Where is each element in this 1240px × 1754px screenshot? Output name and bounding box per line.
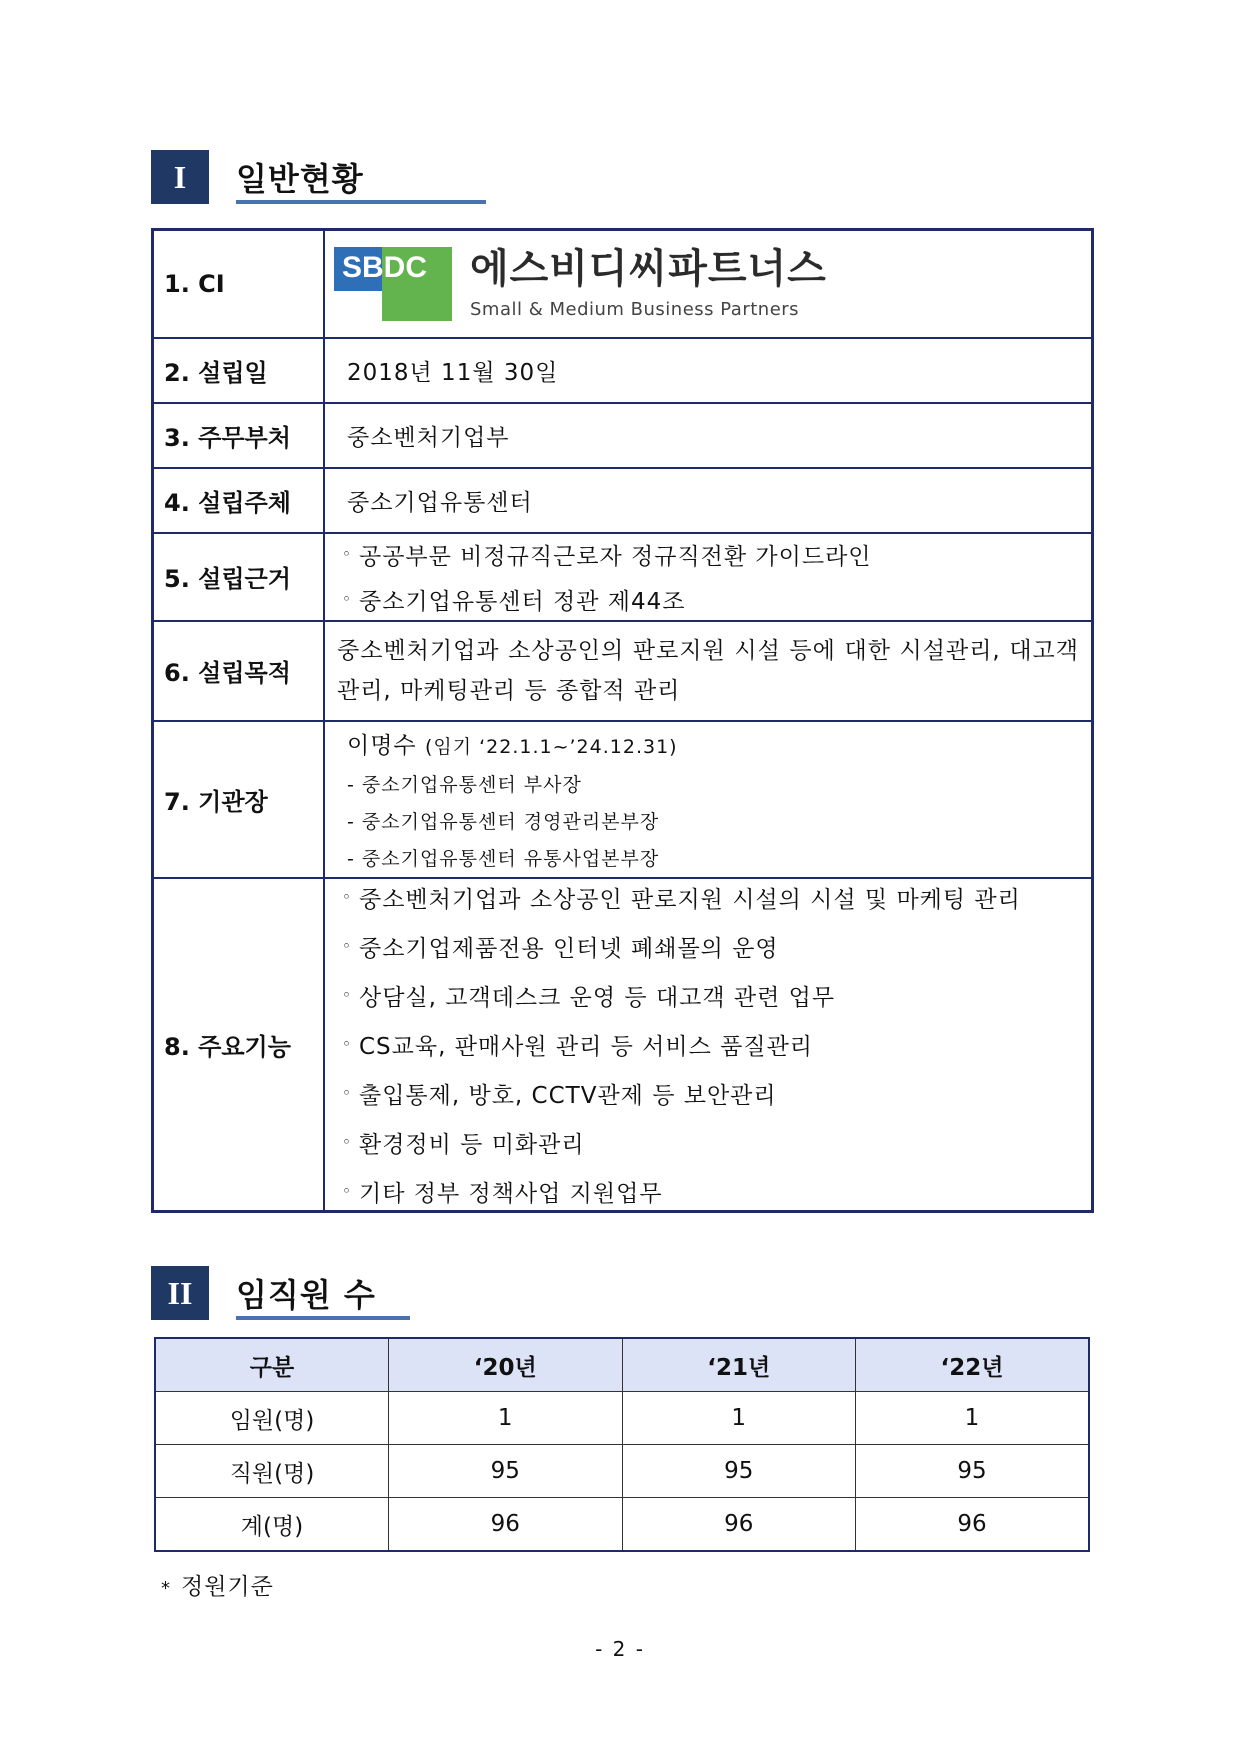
row-label: 3. 주무부처	[153, 403, 325, 468]
table-cell: 95	[389, 1445, 623, 1498]
column-header: ‘20년	[389, 1338, 623, 1392]
list-item: ◦ 중소벤처기업과 소상공인 판로지원 시설의 시설 및 마케팅 관리	[335, 881, 1090, 914]
section-1-title: 일반현황	[236, 160, 364, 198]
column-header: ‘22년	[856, 1338, 1090, 1392]
logo-name-korean: 에스비디씨파트너스	[470, 246, 827, 293]
founder-value: 중소기업유통센터	[324, 468, 1093, 533]
bullet-icon: ◦	[342, 590, 352, 608]
row-label: 1. CI	[153, 230, 325, 338]
bullet-icon: ◦	[342, 888, 352, 907]
logo-name-english: Small & Medium Business Partners	[470, 299, 800, 321]
column-header: 구분	[155, 1338, 389, 1392]
logo-mark-text: SBDC	[342, 250, 428, 284]
purpose-value: 중소벤처기업과 소상공인의 판로지원 시설 등에 대한 시설관리, 대고객관리, 마케팅관리 등 종합적 관리	[324, 621, 1093, 721]
head-term: (임기 ‘22.1.1~’24.12.31)	[424, 736, 678, 758]
bullet-icon: ◦	[342, 986, 352, 1005]
bullet-icon: ◦	[342, 1084, 352, 1103]
row-label: 4. 설립주체	[153, 468, 325, 533]
table-row	[155, 1392, 1089, 1445]
row-label: 2. 설립일	[153, 338, 325, 403]
bullet-icon: ◦	[342, 937, 352, 956]
list-item: ◦ 출입통제, 방호, CCTV관제 등 보안관리	[335, 1077, 1090, 1110]
list-item: ◦ 중소기업유통센터 정관 제44조	[335, 583, 1090, 616]
list-item: ◦ 공공부문 비정규직근로자 정규직전환 가이드라인	[335, 538, 1090, 571]
section-1-underline	[236, 200, 486, 204]
career-item: - 중소기업유통센터 유통사업본부장	[347, 848, 660, 870]
table-row	[155, 1498, 1089, 1552]
footnote-mark: *	[161, 1578, 171, 1599]
list-item: ◦ 상담실, 고객데스크 운영 등 대고객 관련 업무	[335, 979, 1090, 1012]
section-2-title: 임직원 수	[236, 1276, 376, 1314]
row-founder	[153, 468, 1093, 533]
section-1-number: I	[151, 150, 209, 204]
bullet-icon: ◦	[342, 1133, 352, 1152]
bullet-icon: ◦	[342, 1035, 352, 1054]
legal-basis-value	[324, 533, 1093, 621]
ministry-value: 중소벤처기업부	[324, 403, 1093, 468]
row-head-of-agency	[153, 721, 1093, 878]
table-cell: 95	[856, 1445, 1090, 1498]
list-item: ◦ 중소기업제품전용 인터넷 폐쇄몰의 운영	[335, 930, 1090, 963]
page-number: - 2 -	[595, 1637, 645, 1661]
table-cell: 96	[856, 1498, 1090, 1552]
row-header: 임원(명)	[155, 1392, 389, 1445]
sbdc-logo-mark	[334, 247, 452, 321]
main-functions-value	[324, 878, 1093, 1212]
career-item: - 중소기업유통센터 경영관리본부장	[347, 811, 660, 833]
column-header: ‘21년	[622, 1338, 856, 1392]
row-ministry	[153, 403, 1093, 468]
table-cell: 1	[622, 1392, 856, 1445]
table-header-row	[155, 1338, 1089, 1392]
section-2-number: II	[151, 1266, 209, 1320]
list-item: ◦ 환경정비 등 미화관리	[335, 1126, 1090, 1159]
row-founding-date	[153, 338, 1093, 403]
row-header: 직원(명)	[155, 1445, 389, 1498]
list-item: ◦ CS교육, 판매사원 관리 등 서비스 품질관리	[335, 1028, 1090, 1061]
row-ci	[153, 230, 1093, 338]
table-cell: 96	[389, 1498, 623, 1552]
row-legal-basis	[153, 533, 1093, 621]
row-purpose	[153, 621, 1093, 721]
bullet-icon: ◦	[342, 1182, 352, 1201]
table-row	[155, 1445, 1089, 1498]
footnote-text: 정원기준	[181, 1574, 274, 1600]
footnote	[161, 1568, 274, 1601]
table-cell: 1	[389, 1392, 623, 1445]
table-cell: 96	[622, 1498, 856, 1552]
table-cell: 1	[856, 1392, 1090, 1445]
bullet-icon: ◦	[342, 545, 352, 563]
general-info-table	[151, 228, 1094, 1213]
row-header: 계(명)	[155, 1498, 389, 1552]
ci-logo-cell	[324, 230, 1093, 338]
head-of-agency-value	[324, 721, 1093, 878]
section-2-underline	[236, 1316, 410, 1320]
row-label: 8. 주요기능	[153, 878, 325, 1212]
sbdc-logo	[326, 247, 1090, 321]
career-item: - 중소기업유통센터 부사장	[347, 774, 582, 796]
staff-count-table	[154, 1337, 1090, 1552]
head-name: 이명수	[347, 733, 417, 759]
row-label: 6. 설립목적	[153, 621, 325, 721]
list-item: ◦ 기타 정부 정책사업 지원업무	[335, 1175, 1090, 1208]
table-cell: 95	[622, 1445, 856, 1498]
row-main-functions	[153, 878, 1093, 1212]
founding-date-value: 2018년 11월 30일	[324, 338, 1093, 403]
row-label: 5. 설립근거	[153, 533, 325, 621]
row-label: 7. 기관장	[153, 721, 325, 878]
